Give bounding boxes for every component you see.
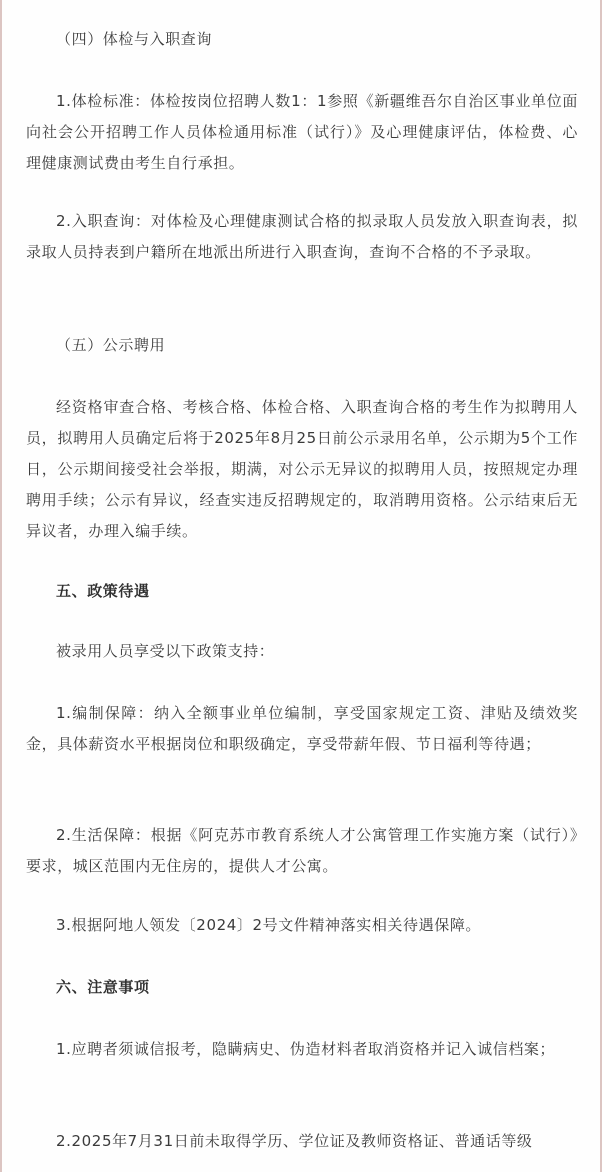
notes-heading: 六、注意事项 [56, 978, 150, 996]
employment-check-paragraph: 2.入职查询：对体检及心理健康测试合格的拟录取人员发放入职查询表，拟录取人员持表到户籍所在地派出所进行入职查询，查询不合格的不予录取。 [26, 212, 578, 261]
policy-item-document: 3.根据阿地人领发〔2024〕2号文件精神落实相关待遇保障。 [56, 916, 482, 934]
section-4-heading: （四）体检与入职查询 [56, 30, 213, 48]
publicity-paragraph: 经资格审查合格、考核合格、体检合格、入职查询合格的考生作为拟聘用人员，拟聘用人员确定后将于2025年8月25日前公示录用名单，公示期为5个工作日，公示期间接受社会举报，期满，对公示无异议的拟聘用人员，按照规定办理聘用手续；公示有异议，经查实违反招聘规定的，取消聘用资格。公示结束后无异议者，办理入编手续。 [26, 398, 578, 540]
section-5-heading: （五）公示聘用 [56, 336, 166, 354]
note-item-integrity: 1.应聘者须诚信报考，隐瞒病史、伪造材料者取消资格并记入诚信档案； [56, 1040, 556, 1058]
policy-item-staffing: 1.编制保障：纳入全额事业单位编制，享受国家规定工资、津贴及绩效奖金，具体薪资水平根据岗位和职级确定，享受带薪年假、节日福利等待遇； [26, 704, 578, 753]
physical-standard-paragraph: 1.体检标准：体检按岗位招聘人数1：1参照《新疆维吾尔自治区事业单位面向社会公开招聘工作人员体检通用标准（试行）》及心理健康评估，体检费、心理健康测试费由考生自行承担。 [26, 92, 578, 172]
policy-heading: 五、政策待遇 [56, 582, 150, 600]
policy-intro: 被录用人员享受以下政策支持： [56, 642, 275, 660]
policy-item-living: 2.生活保障：根据《阿克苏市教育系统人才公寓管理工作实施方案（试行）》要求，城区范围内无住房的，提供人才公寓。 [26, 826, 578, 875]
note-item-deadline: 2.2025年7月31日前未取得学历、学位证及教师资格证、普通话等级 [56, 1132, 533, 1150]
